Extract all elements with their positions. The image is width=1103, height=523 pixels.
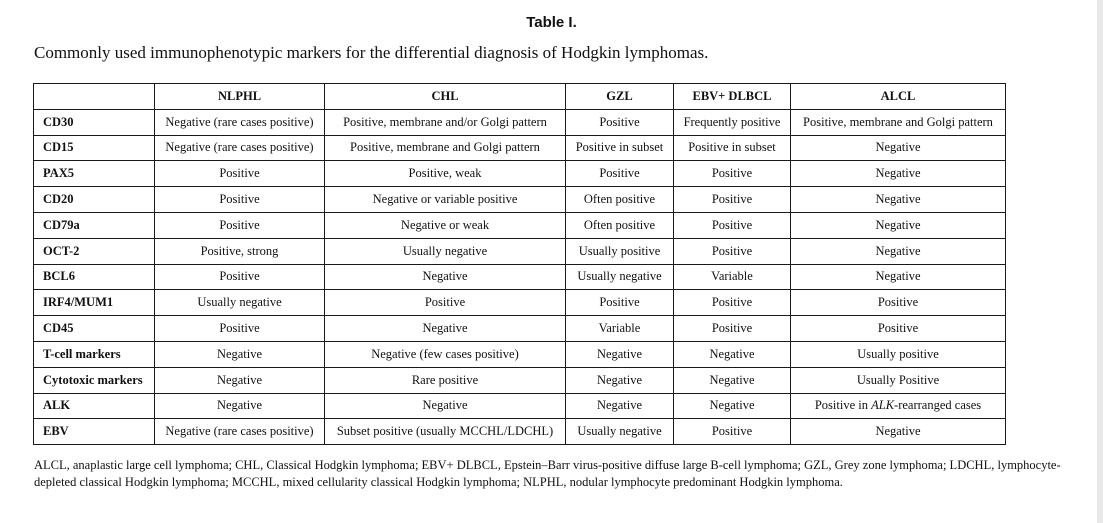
table-row xyxy=(34,187,1006,213)
table-row xyxy=(34,341,1006,367)
row-label: CD20 xyxy=(34,187,155,213)
table-title: Table I. xyxy=(526,14,577,31)
table-cell: Positive xyxy=(674,187,791,213)
column-header-nlphl: NLPHL xyxy=(155,84,325,110)
table-cell: Positive in subset xyxy=(674,135,791,161)
table-cell: Usually negative xyxy=(155,290,325,316)
table-row xyxy=(34,393,1006,419)
row-label: ALK xyxy=(34,393,155,419)
alk-cell-suffix: -rearranged cases xyxy=(894,398,982,413)
table-row xyxy=(34,316,1006,342)
table-cell: Negative xyxy=(325,264,566,290)
table-cell: Negative xyxy=(566,341,674,367)
table-cell: Positive xyxy=(674,316,791,342)
table-cell: Negative (rare cases positive) xyxy=(155,109,325,135)
table-cell: Positive xyxy=(325,290,566,316)
column-header-gzl: GZL xyxy=(566,84,674,110)
table-cell: Negative xyxy=(325,393,566,419)
row-label: CD30 xyxy=(34,109,155,135)
row-label: Cytotoxic markers xyxy=(34,367,155,393)
table-cell xyxy=(791,393,1006,419)
table-cell: Subset positive (usually MCCHL/LDCHL) xyxy=(325,419,566,445)
table-cell: Positive xyxy=(791,290,1006,316)
alk-cell-prefix: Positive in xyxy=(814,398,872,413)
table-cell: Positive xyxy=(674,212,791,238)
table-cell: Often positive xyxy=(566,187,674,213)
table-row xyxy=(34,367,1006,393)
table-cell: Negative xyxy=(155,341,325,367)
table-cell: Negative xyxy=(791,187,1006,213)
table-cell: Negative xyxy=(791,264,1006,290)
table-cell: Negative xyxy=(566,367,674,393)
table-caption: Commonly used immunophenotypic markers for the differential diagnosis of Hodgkin lymphomas. xyxy=(34,43,709,62)
table-cell: Negative (rare cases positive) xyxy=(155,419,325,445)
table-cell: Usually positive xyxy=(566,238,674,264)
marker-table xyxy=(33,83,1006,445)
table-cell: Negative xyxy=(674,393,791,419)
table-cell: Negative (rare cases positive) xyxy=(155,135,325,161)
alk-cell-gene: ALK xyxy=(871,398,895,413)
table-cell: Negative xyxy=(155,367,325,393)
row-label: OCT-2 xyxy=(34,238,155,264)
row-label: EBV xyxy=(34,419,155,445)
table-cell: Positive in subset xyxy=(566,135,674,161)
table-cell: Positive, membrane and/or Golgi pattern xyxy=(325,109,566,135)
table-cell: Negative xyxy=(325,316,566,342)
table-cell: Negative (few cases positive) xyxy=(325,341,566,367)
table-cell: Negative xyxy=(674,341,791,367)
table-cell: Negative xyxy=(674,367,791,393)
table-cell: Rare positive xyxy=(325,367,566,393)
column-header-alcl: ALCL xyxy=(791,84,1006,110)
column-header-ebv-dlbcl: EBV+ DLBCL xyxy=(674,84,791,110)
row-label: CD15 xyxy=(34,135,155,161)
header-row xyxy=(34,84,1006,110)
table-cell: Positive xyxy=(155,187,325,213)
table-row xyxy=(34,161,1006,187)
table-cell: Positive xyxy=(566,109,674,135)
table-cell: Negative xyxy=(791,161,1006,187)
table-cell: Positive xyxy=(674,419,791,445)
table-footnote: ALCL, anaplastic large cell lymphoma; CHL, Classical Hodgkin lymphoma; EBV+ DLBCL, Epstein–Barr virus-positive diffuse large B-cell lymphoma; GZL, Grey zone lymphoma; LDCHL, lymphocyte-depleted classical Hodgkin lymphoma; MCCHL, mixed cellularity classical Hodgkin lymphoma; NLPHL, nodular lymphocyte predominant Hodgkin lymphoma. xyxy=(34,458,1061,489)
table-row xyxy=(34,264,1006,290)
table-cell: Negative xyxy=(155,393,325,419)
table-cell: Negative or weak xyxy=(325,212,566,238)
table-cell: Positive xyxy=(674,161,791,187)
table-cell: Positive xyxy=(566,161,674,187)
table-cell: Usually negative xyxy=(566,264,674,290)
row-label: BCL6 xyxy=(34,264,155,290)
table-cell: Positive xyxy=(674,238,791,264)
table-cell: Usually negative xyxy=(566,419,674,445)
table-cell: Negative xyxy=(791,419,1006,445)
column-header-marker xyxy=(34,84,155,110)
table-cell: Positive, strong xyxy=(155,238,325,264)
row-label: CD45 xyxy=(34,316,155,342)
table-row xyxy=(34,419,1006,445)
table-cell: Usually positive xyxy=(791,341,1006,367)
row-label: CD79a xyxy=(34,212,155,238)
column-header-chl: CHL xyxy=(325,84,566,110)
table-cell: Positive xyxy=(155,264,325,290)
page-edge-bar xyxy=(1097,0,1103,523)
table-row xyxy=(34,212,1006,238)
table-cell: Positive, weak xyxy=(325,161,566,187)
table-cell: Frequently positive xyxy=(674,109,791,135)
table-cell: Usually Positive xyxy=(791,367,1006,393)
table-cell: Variable xyxy=(674,264,791,290)
table-row xyxy=(34,238,1006,264)
table-cell: Negative xyxy=(791,135,1006,161)
row-label: PAX5 xyxy=(34,161,155,187)
table-row xyxy=(34,290,1006,316)
table-row xyxy=(34,109,1006,135)
table-cell: Positive xyxy=(155,316,325,342)
table-cell: Usually negative xyxy=(325,238,566,264)
table-cell: Positive xyxy=(791,316,1006,342)
table-cell: Positive, membrane and Golgi pattern xyxy=(791,109,1006,135)
table-cell: Negative or variable positive xyxy=(325,187,566,213)
table-cell: Positive xyxy=(566,290,674,316)
table-cell: Negative xyxy=(566,393,674,419)
table-row xyxy=(34,135,1006,161)
table-cell: Positive, membrane and Golgi pattern xyxy=(325,135,566,161)
table-cell: Negative xyxy=(791,238,1006,264)
table-cell: Often positive xyxy=(566,212,674,238)
row-label: T-cell markers xyxy=(34,341,155,367)
table-cell: Negative xyxy=(791,212,1006,238)
table-cell: Variable xyxy=(566,316,674,342)
table-cell: Positive xyxy=(674,290,791,316)
table-cell: Positive xyxy=(155,212,325,238)
row-label: IRF4/MUM1 xyxy=(34,290,155,316)
table-cell: Positive xyxy=(155,161,325,187)
